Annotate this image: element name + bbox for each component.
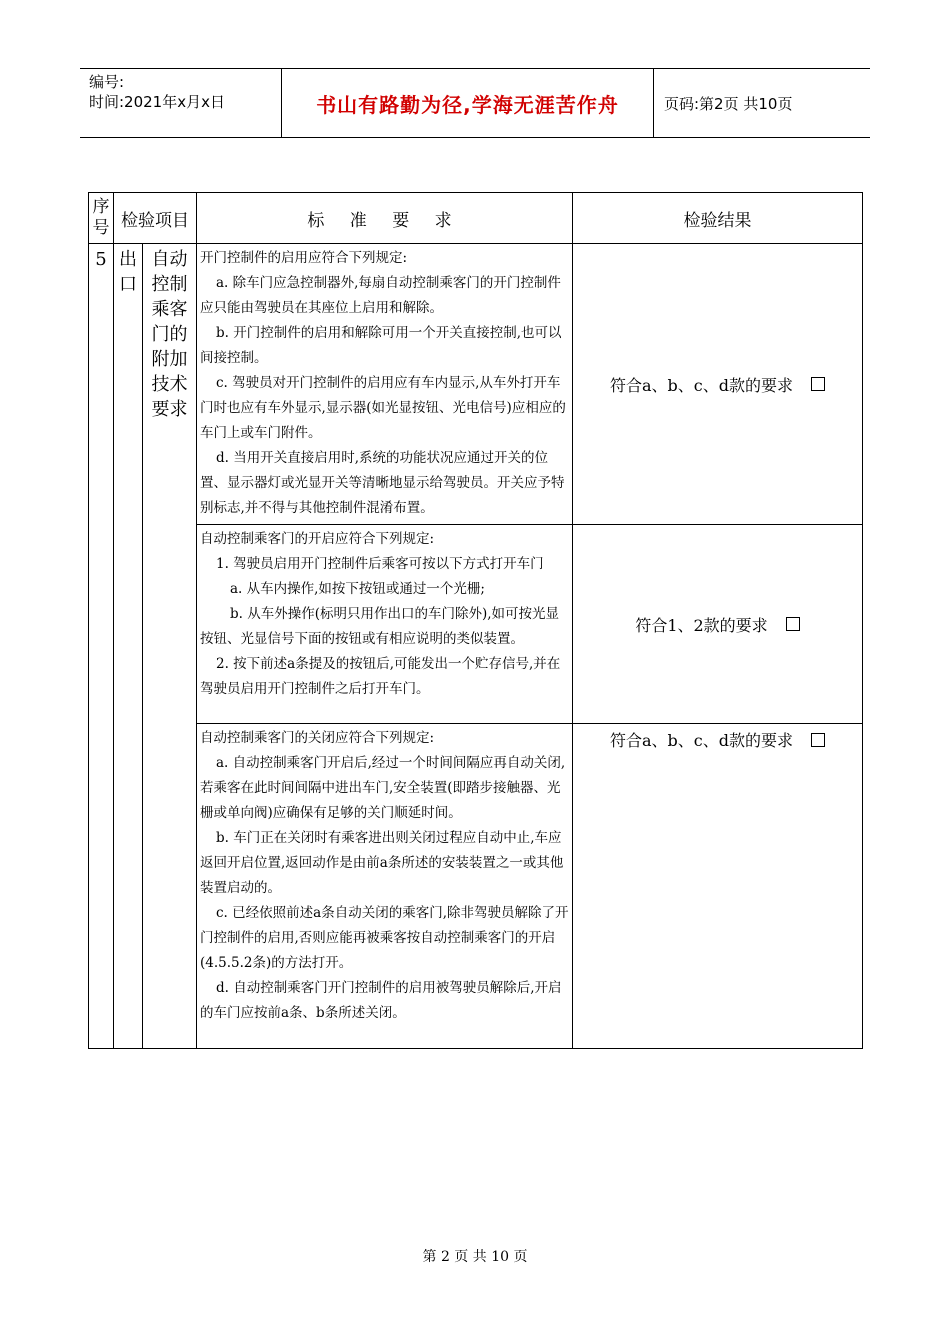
header-item: 检验项目 xyxy=(114,193,197,244)
requirement-line: 开门控制件的启用应符合下列规定: xyxy=(200,250,408,266)
requirement-line: a. 从车内操作,如按下按钮或通过一个光栅; xyxy=(230,581,485,597)
row-seq: 5 xyxy=(89,244,114,1049)
checkbox[interactable] xyxy=(811,733,825,747)
result-text: 符合1、2款的要求 xyxy=(635,615,768,635)
header-page-info: 页码:第2页 共10页 xyxy=(664,94,793,113)
checkbox[interactable] xyxy=(811,377,825,391)
page-footer: 第 2 页 共 10 页 xyxy=(422,1249,528,1265)
requirement-line: c. 驾驶员对开门控制件的启用应有车内显示,从车外打开车门时也应有车外显示,显示器(如光显按钮、光电信号)应相应的车门上或车门附件。 xyxy=(200,375,566,441)
header-seq xyxy=(89,193,114,244)
table-row xyxy=(89,724,863,1049)
header-meta xyxy=(80,69,282,137)
requirement-line: b. 车门正在关闭时有乘客进出则关闭过程应自动中止,车应返回开启位置,返回动作是由前a条所述的安装装置之一或其他装置启动的。 xyxy=(200,830,564,896)
requirement-line: d. 当用开关直接启用时,系统的功能状况应通过开关的位置、显示器灯或光显开关等清晰地显示给驾驶员。开关应予特别标志,并不得与其他控制件混淆布置。 xyxy=(200,450,565,516)
standard-section-3 xyxy=(197,724,573,1049)
requirement-line: 自动控制乘客门的关闭应符合下列规定: xyxy=(200,730,435,746)
result-cell-2 xyxy=(573,525,863,724)
inspection-table xyxy=(88,192,863,1049)
header-result: 检验结果 xyxy=(573,193,863,244)
requirement-line: 2. 按下前述a条提及的按钮后,可能发出一个贮存信号,并在驾驶员启用开门控制件之后打开车门。 xyxy=(200,656,561,697)
row-item: 自动控制乘客门的附加技术要求 xyxy=(143,244,197,1049)
requirement-line: a. 除车门应急控制器外,每扇自动控制乘客门的开门控制件应只能由驾驶员在其座位上启用和解除。 xyxy=(200,275,561,316)
requirement-line: 自动控制乘客门的开启应符合下列规定: xyxy=(200,531,435,547)
result-text: 符合a、b、c、d款的要求 xyxy=(610,375,793,395)
document-header xyxy=(80,68,870,138)
checkbox[interactable] xyxy=(786,617,800,631)
header-seq-text: 序 号 xyxy=(92,197,110,238)
result-cell-3 xyxy=(573,724,863,1049)
requirement-line: b. 从车外操作(标明只用作出口的车门除外),如可按光显按钮、光显信号下面的按钮或有相应说明的类似装置。 xyxy=(200,606,560,647)
requirement-line: 1. 驾驶员启用开门控制件后乘客可按以下方式打开车门 xyxy=(216,556,544,572)
header-motto: 书山有路勤为径,学海无涯苦作舟 xyxy=(282,69,654,137)
result-text: 符合a、b、c、d款的要求 xyxy=(610,731,793,750)
table-header-row xyxy=(89,193,863,244)
requirement-line: a. 自动控制乘客门开启后,经过一个时间间隔应再自动关闭,若乘客在此时间间隔中进出车门,安全装置(即踏步接触器、光栅或单向阀)应确保有足够的关门顺延时间。 xyxy=(200,755,566,821)
requirement-line: b. 开门控制件的启用和解除可用一个开关直接控制,也可以间接控制。 xyxy=(200,325,562,366)
table-row xyxy=(89,244,863,525)
standard-section-1 xyxy=(197,244,573,525)
number-label: 编号: xyxy=(89,73,125,91)
result-cell-1 xyxy=(573,244,863,525)
row-category: 出口 xyxy=(114,244,143,1049)
standard-section-2 xyxy=(197,525,573,724)
requirement-line: d. 自动控制乘客门开门控制件的启用被驾驶员解除后,开启的车门应按前a条、b条所述关闭。 xyxy=(200,980,562,1021)
requirement-line: c. 已经依照前述a条自动关闭的乘客门,除非驾驶员解除了开门控制件的启用,否则应能再被乘客按自动控制乘客门的开启(4.5.5.2条)的方法打开。 xyxy=(200,905,569,971)
header-standard: 标 准 要 求 xyxy=(197,193,573,244)
table-row xyxy=(89,525,863,724)
time-label: 时间:2021年x月x日 xyxy=(89,93,225,111)
